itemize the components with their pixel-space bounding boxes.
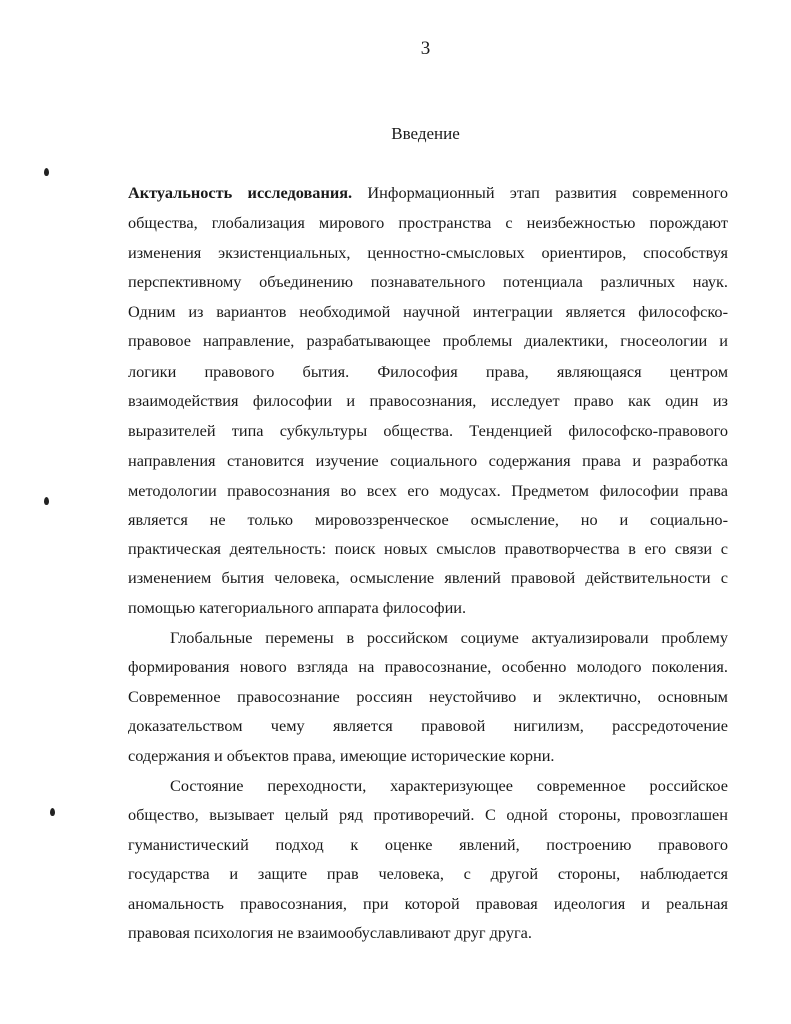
- paragraph-line: Современное правосознание россиян неустойчиво и эклектично, основным: [128, 687, 728, 706]
- paragraph-line: Состояние переходности, характеризующее современное российское: [170, 776, 728, 795]
- paragraph-lead: Актуальность исследования.: [128, 183, 353, 202]
- paragraph-line: общество, вызывает целый ряд противоречий. С одной стороны, провозглашен: [128, 805, 728, 824]
- paragraph-line: перспективному объединению познавательного потенциала различных наук.: [128, 272, 728, 291]
- section-heading: Введение: [391, 124, 460, 143]
- paragraph-line: формирования нового взгляда на правосознание, особенно молодого поколения.: [128, 657, 728, 676]
- paragraph-line: общества, глобализация мирового пространства с неизбежностью порождают: [128, 213, 728, 232]
- paragraph-line: методологии правосознания во всех его модусах. Предметом философии права: [128, 481, 728, 500]
- paragraph-line: логики правового бытия. Философия права, являющаяся центром: [128, 362, 728, 381]
- paragraph-line: правовое направление, разрабатывающее проблемы диалектики, гносеологии и: [128, 331, 728, 350]
- paragraph-line: аномальность правосознания, при которой правовая идеология и реальная: [128, 894, 728, 913]
- margin-mark: [44, 168, 49, 176]
- paragraph-line: Одним из вариантов необходимой научной интеграции является философско-: [128, 302, 728, 321]
- paragraph-line: Глобальные перемены в российском социуме актуализировали проблему: [170, 628, 728, 647]
- paragraph-line: выразителей типа субкультуры общества. Тенденцией философско-правового: [128, 421, 728, 440]
- paragraph-line: практическая деятельность: поиск новых смыслов правотворчества в его связи с: [128, 539, 728, 558]
- paragraph-line: доказательством чему является правовой нигилизм, рассредоточение: [128, 716, 728, 735]
- paragraph-line: Актуальность исследования. Информационный этап развития современного: [128, 183, 729, 202]
- paragraph-line: гуманистический подход к оценке явлений, построению правового: [128, 835, 728, 854]
- paragraph-line: изменения экзистенциальных, ценностно-смысловых ориентиров, способствуя: [128, 243, 728, 262]
- margin-mark: [44, 497, 49, 505]
- paragraph-line: содержания и объектов права, имеющие исторические корни.: [128, 746, 555, 765]
- paragraph-line: направления становится изучение социального содержания права и разработка: [128, 451, 728, 470]
- paragraph-line: правовая психология не взаимообуславливают друг друга.: [128, 923, 532, 942]
- paragraph-line: изменением бытия человека, осмысление явлений правовой действительности с: [128, 568, 728, 587]
- paragraph-line: государства и защите прав человека, с другой стороны, наблюдается: [128, 864, 728, 883]
- margin-mark: [50, 808, 55, 816]
- paragraph-line: является не только мировоззренческое осмысление, но и социально-: [128, 510, 728, 529]
- paragraph-line: взаимодействия философии и правосознания, исследует право как один из: [128, 391, 728, 410]
- paragraph-line: помощью категориального аппарата философии.: [128, 598, 467, 617]
- page-number: 3: [420, 38, 431, 59]
